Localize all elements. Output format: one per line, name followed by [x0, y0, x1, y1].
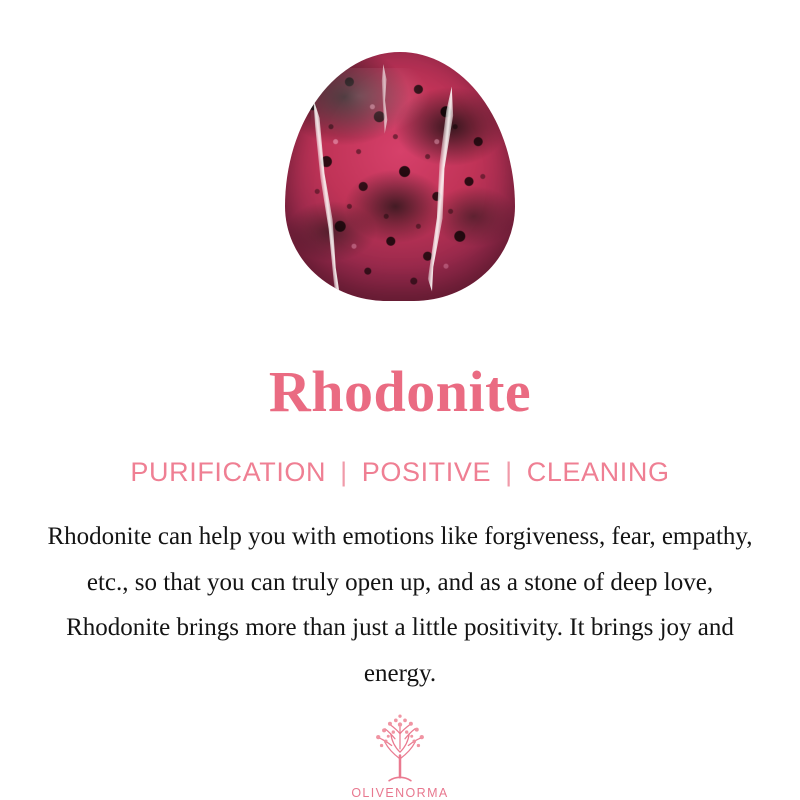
stone-light-speckles: [285, 52, 515, 301]
keyword-purification: PURIFICATION: [130, 457, 327, 487]
tree-of-life-icon: [357, 712, 443, 784]
stone-body: [285, 52, 515, 301]
description-text: Rhodonite can help you with emotions like forgiveness, fear, empathy, etc., so that you can truly open up, and as a stone of deep love, Rhodonite brings more than just a little positivity. It brings joy and energy.: [47, 523, 753, 687]
page-title: Rhodonite: [268, 359, 532, 424]
keyword-separator: |: [505, 457, 513, 487]
keyword-cleaning: CLEANING: [526, 457, 670, 487]
brand-logo: [351, 712, 448, 800]
rhodonite-stone-image: [285, 52, 515, 301]
keyword-list: [130, 457, 669, 488]
keyword-separator: |: [340, 457, 348, 487]
brand-name: OLIVENORMA: [351, 786, 449, 800]
keyword-positive: POSITIVE: [361, 457, 492, 487]
